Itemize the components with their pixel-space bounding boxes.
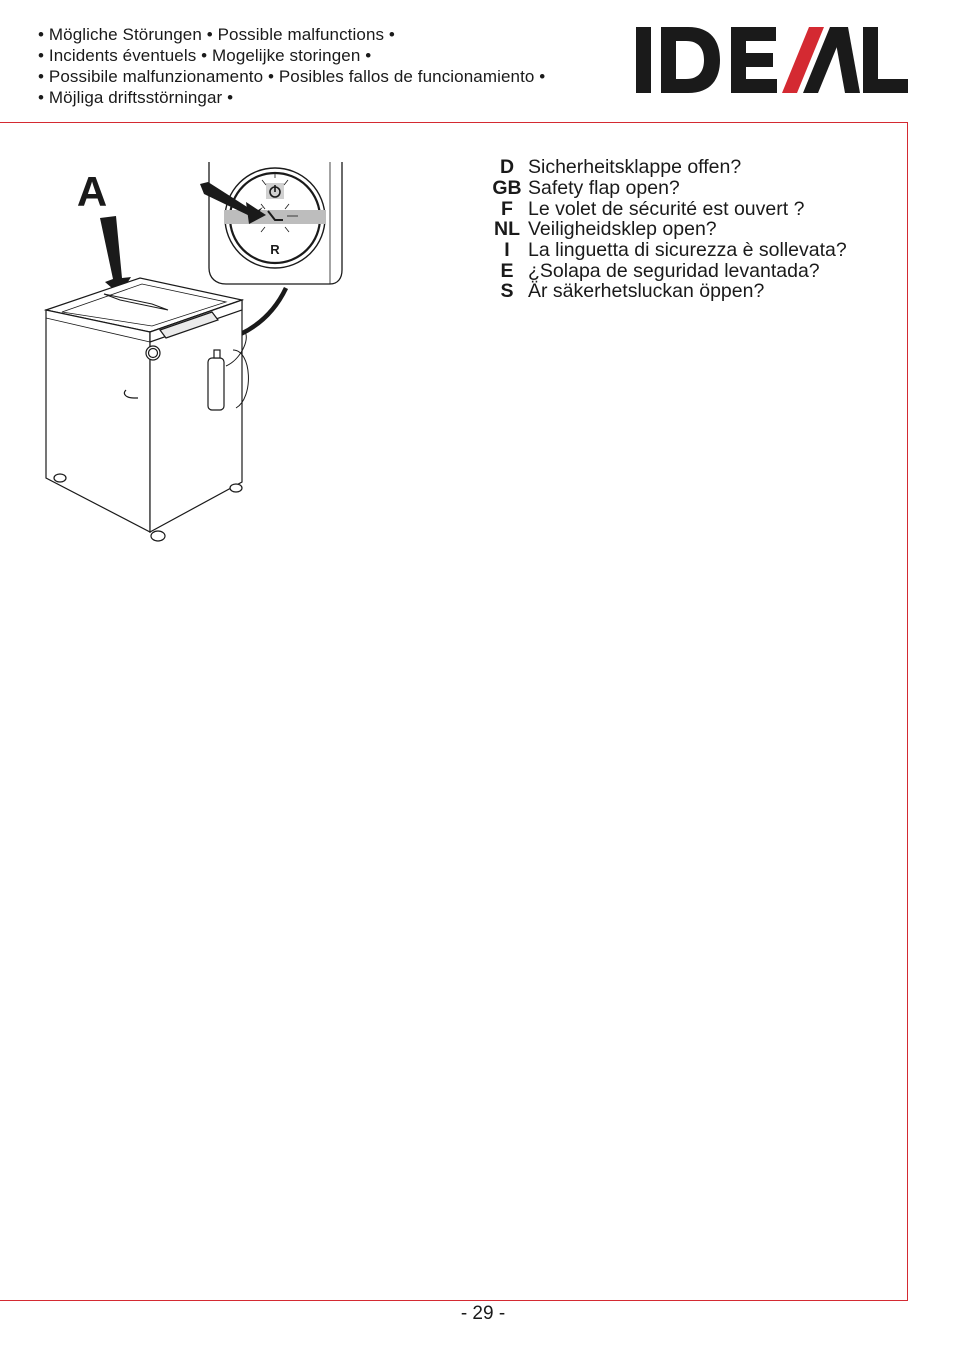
header-line-1: • Mögliche Störungen • Possible malfunctions • [38,25,395,44]
troubleshooting-questions [486,157,847,302]
shredder-body [46,278,248,541]
question-text: Sicherheitsklappe offen? [528,156,742,179]
question-text: Safety flap open? [528,177,680,200]
question-row [486,240,847,261]
question-row [486,219,847,240]
language-code: F [501,197,513,220]
question-text: Är säkerhetsluckan öppen? [528,280,765,303]
figure-label: A [76,168,108,215]
question-text: Veiligheidsklep open? [528,218,717,241]
header-line-3: • Possibile malfunzionamento • Posibles fallos de funcionamiento • [38,67,546,86]
panel-mark: R [270,242,280,257]
question-text: La linguetta di sicurezza è sollevata? [528,239,847,262]
question-row [486,157,847,178]
header-line-2: • Incidents éventuels • Mogelijke storingen • [38,46,372,65]
question-text: Le volet de sécurité est ouvert ? [528,197,805,220]
question-text: ¿Solapa de seguridad levantada? [528,259,820,282]
language-code: E [500,259,514,282]
language-code: D [499,156,515,179]
language-code: NL [494,218,520,241]
ideal-logo [636,25,909,95]
question-row [486,260,847,281]
shredder-illustration [40,160,360,545]
language-code: S [500,280,514,303]
language-code: I [504,239,510,262]
question-row [486,178,847,199]
question-row [486,198,847,219]
header-line-4: • Möjliga driftsstörningar • [38,88,234,107]
question-row [486,281,847,302]
language-code: GB [492,177,522,200]
header-title-block [38,24,638,108]
page-number: - 29 - [460,1303,506,1324]
